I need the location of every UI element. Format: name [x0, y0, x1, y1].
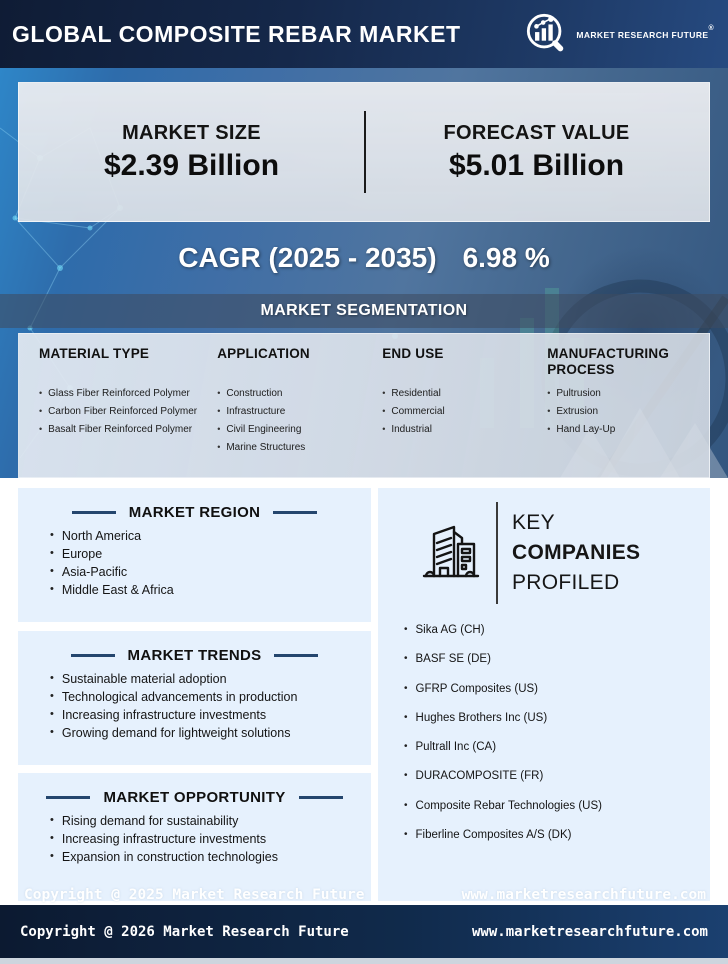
- list-item-label: Expansion in construction technologies: [61, 850, 278, 865]
- bullet-icon: •: [217, 442, 221, 452]
- segment-column-material-type: [39, 346, 217, 477]
- list-item-label: Increasing infrastructure investments: [61, 708, 267, 723]
- list-item: [382, 406, 537, 418]
- list-item-label: Extrusion: [556, 406, 599, 417]
- list-item-label: Composite Rebar Technologies (US): [415, 799, 602, 812]
- bullet-icon: •: [404, 653, 408, 665]
- list-item: [39, 424, 207, 436]
- vertical-divider: [496, 502, 498, 604]
- forecast-value-label: FORECAST VALUE: [443, 121, 630, 144]
- bullet-icon: •: [404, 770, 408, 782]
- list-item-label: Carbon Fiber Reinforced Polymer: [48, 406, 198, 417]
- list-item: [50, 814, 371, 830]
- footer-website-link[interactable]: www.marketresearchfuture.com: [471, 923, 708, 940]
- mrfr-logo: [525, 12, 714, 56]
- list-item-label: North America: [61, 529, 142, 543]
- card-title-row: [18, 773, 371, 806]
- list-item: [382, 388, 537, 400]
- segment-list: [382, 388, 537, 436]
- list-item: [50, 690, 371, 706]
- bullet-icon: •: [50, 690, 54, 703]
- card-title-row: [18, 488, 371, 521]
- list-item-label: Middle East & Africa: [61, 583, 174, 598]
- bullet-icon: •: [547, 388, 551, 398]
- list-item: [547, 406, 689, 418]
- title-line-2: COMPANIES: [512, 541, 641, 565]
- forecast-value-block: [364, 83, 709, 221]
- market-opportunity-title: MARKET OPPORTUNITY: [103, 789, 286, 806]
- bullet-icon: •: [50, 565, 54, 578]
- bullet-icon: •: [217, 388, 221, 398]
- footer: [0, 905, 728, 958]
- bullet-icon: •: [50, 850, 54, 863]
- market-size-panel: [18, 82, 710, 222]
- bullet-icon: •: [404, 799, 408, 811]
- list-item-label: Commercial: [391, 406, 445, 417]
- market-trends-list: [18, 672, 371, 742]
- watermark-copyright: Copyright @ 2025 Market Research Future: [24, 887, 365, 903]
- companies-list: [396, 624, 692, 843]
- list-item: [50, 672, 371, 688]
- list-item: [547, 388, 689, 400]
- segment-column-end-use: [382, 346, 547, 477]
- list-item: [404, 800, 692, 814]
- list-item-label: Industrial: [391, 424, 432, 435]
- market-size-block: [19, 83, 364, 221]
- segment-column-application: [217, 346, 382, 477]
- dash-right: [274, 654, 318, 657]
- logo-text: MARKET RESEARCH FUTURE®: [576, 24, 714, 40]
- bullet-icon: •: [404, 829, 408, 841]
- cagr-value: 6.98 %: [462, 242, 550, 273]
- key-companies-card: [378, 488, 710, 901]
- title-line-3: PROFILED: [512, 570, 620, 594]
- header: [0, 0, 728, 68]
- list-item: [404, 770, 692, 784]
- segment-heading: APPLICATION: [217, 346, 310, 361]
- list-item: [50, 547, 371, 563]
- list-item: [547, 424, 689, 436]
- list-item: [50, 583, 371, 599]
- bullet-icon: •: [404, 682, 408, 694]
- segment-list: [217, 388, 372, 454]
- key-companies-title: [512, 508, 640, 597]
- list-item: [50, 529, 371, 545]
- list-item-label: Asia-Pacific: [61, 565, 128, 580]
- list-item: [404, 653, 692, 667]
- bullet-icon: •: [50, 814, 54, 826]
- list-item: [404, 624, 692, 638]
- list-item-label: Europe: [61, 547, 103, 562]
- list-item: [404, 741, 692, 755]
- market-region-list: [18, 529, 371, 599]
- list-item-label: Residential: [391, 388, 441, 399]
- list-item-label: Fiberline Composites A/S (DK): [415, 829, 572, 842]
- list-item-label: DURACOMPOSITE (FR): [415, 770, 544, 783]
- bullet-icon: •: [39, 388, 43, 398]
- list-item-label: Glass Fiber Reinforced Polymer: [48, 388, 190, 399]
- list-item: [39, 388, 207, 400]
- bullet-icon: •: [547, 406, 551, 416]
- bullet-icon: •: [50, 832, 54, 845]
- bullet-icon: •: [382, 424, 386, 434]
- list-item: [404, 829, 692, 843]
- market-opportunity-card: [18, 773, 371, 901]
- segment-heading: END USE: [382, 346, 444, 361]
- list-item-label: Pultrusion: [556, 388, 601, 399]
- segment-heading: MATERIAL TYPE: [39, 346, 150, 361]
- segmentation-panel: [18, 333, 710, 478]
- segmentation-title: MARKET SEGMENTATION: [260, 302, 468, 319]
- list-item-label: Hand Lay-Up: [556, 424, 616, 435]
- list-item-label: Growing demand for lightweight solutions: [61, 726, 291, 741]
- bullet-icon: •: [50, 547, 54, 560]
- list-item-label: Technological advancements in production: [61, 690, 298, 705]
- bullet-icon: •: [382, 388, 386, 398]
- card-title-row: [18, 631, 371, 664]
- bullet-icon: •: [50, 708, 54, 721]
- list-item-label: Increasing infrastructure investments: [61, 832, 267, 847]
- list-item: [217, 388, 372, 400]
- market-trends-title: MARKET TRENDS: [127, 647, 262, 664]
- list-item-label: Hughes Brothers Inc (US): [415, 711, 548, 724]
- list-item: [404, 683, 692, 697]
- cagr-label: CAGR (2025 - 2035): [178, 242, 437, 273]
- registered-mark: ®: [708, 24, 714, 32]
- list-item-label: Pultrall Inc (CA): [415, 741, 497, 754]
- forecast-value-value: $5.01 Billion: [448, 148, 625, 182]
- market-trends-card: [18, 631, 371, 765]
- right-column: [378, 488, 710, 905]
- list-item-label: Sustainable material adoption: [61, 672, 227, 686]
- market-region-card: [18, 488, 371, 622]
- list-item: [217, 406, 372, 418]
- bullet-icon: •: [50, 529, 54, 541]
- bullet-icon: •: [50, 583, 54, 596]
- watermark-website: www.marketresearchfuture.com: [461, 887, 706, 903]
- bullet-icon: •: [39, 424, 43, 434]
- market-size-label: MARKET SIZE: [122, 121, 261, 144]
- segment-list: [547, 388, 689, 436]
- cagr-banner: [0, 222, 728, 294]
- segment-heading: MANUFACTURING PROCESS: [547, 346, 670, 377]
- list-item: [39, 406, 207, 418]
- bullet-icon: •: [50, 672, 54, 684]
- list-item: [50, 850, 371, 866]
- bullet-icon: •: [217, 406, 221, 416]
- bullet-icon: •: [382, 406, 386, 416]
- key-companies-header: [396, 502, 692, 604]
- building-icon: [418, 518, 482, 588]
- bullet-icon: •: [217, 424, 221, 434]
- list-item-label: Civil Engineering: [226, 424, 302, 435]
- bullet-icon: •: [404, 624, 408, 635]
- list-item-label: Basalt Fiber Reinforced Polymer: [48, 424, 193, 435]
- segmentation-banner: [0, 294, 728, 328]
- list-item: [217, 442, 372, 454]
- mrfr-logo-icon: [525, 12, 569, 56]
- bullet-icon: •: [404, 741, 408, 753]
- list-item-label: Construction: [226, 388, 283, 399]
- segment-list: [39, 388, 207, 436]
- dash-right: [299, 796, 343, 799]
- details-section: [0, 478, 728, 905]
- market-size-value: $2.39 Billion: [103, 148, 280, 182]
- list-item: [50, 832, 371, 848]
- dash-left: [71, 654, 115, 657]
- list-item: [50, 708, 371, 724]
- list-item: [382, 424, 537, 436]
- list-item: [217, 424, 372, 436]
- list-item: [404, 712, 692, 726]
- stats-section: [0, 68, 728, 478]
- dash-left: [72, 511, 116, 514]
- vertical-divider: [364, 111, 366, 193]
- list-item-label: GFRP Composites (US): [415, 682, 538, 695]
- dash-left: [46, 796, 90, 799]
- footer-copyright: Copyright @ 2026 Market Research Future: [20, 923, 349, 940]
- dash-right: [273, 511, 317, 514]
- list-item-label: Marine Structures: [226, 442, 306, 453]
- bullet-icon: •: [50, 726, 54, 739]
- page-title: GLOBAL COMPOSITE REBAR MARKET: [12, 20, 461, 47]
- list-item-label: BASF SE (DE): [415, 653, 491, 666]
- title-line-1: KEY: [512, 511, 555, 535]
- segment-column-manufacturing-process: [547, 346, 699, 477]
- list-item: [50, 726, 371, 742]
- bullet-icon: •: [39, 406, 43, 416]
- left-column: [18, 488, 371, 905]
- market-opportunity-list: [18, 814, 371, 866]
- bottom-strip: [0, 958, 728, 964]
- market-region-title: MARKET REGION: [128, 504, 261, 521]
- bullet-icon: •: [404, 711, 408, 723]
- list-item: [50, 565, 371, 581]
- list-item-label: Rising demand for sustainability: [61, 814, 239, 828]
- bullet-icon: •: [547, 424, 551, 434]
- list-item-label: Sika AG (CH): [415, 624, 485, 636]
- list-item-label: Infrastructure: [226, 406, 286, 417]
